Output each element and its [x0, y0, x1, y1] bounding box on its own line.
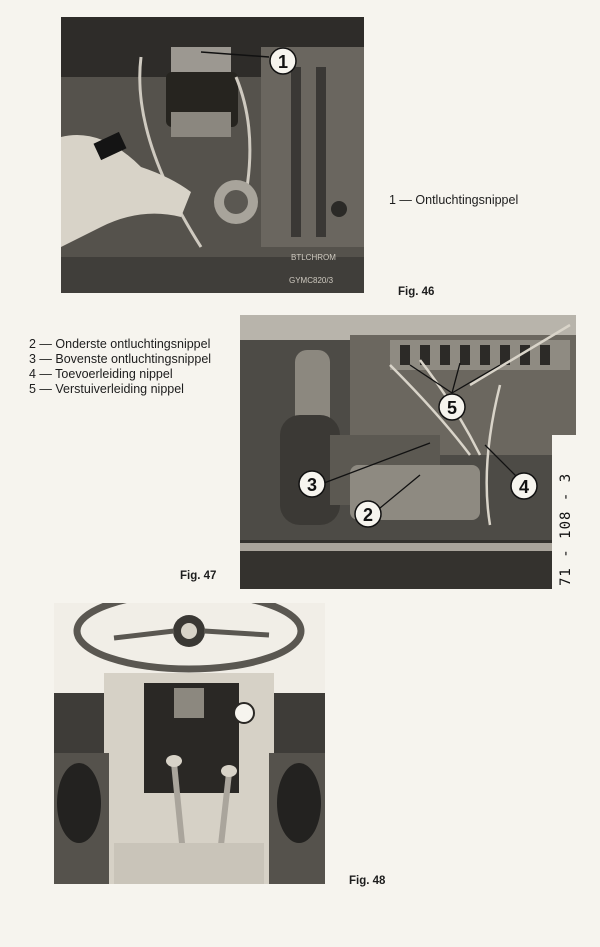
legend-item-5: 5 — Verstuiverleiding nippel — [29, 382, 184, 396]
fig46-label: Fig. 46 — [398, 286, 435, 298]
legend-item-2: 2 — Onderste ontluchtingsnippel — [29, 337, 211, 351]
fig48-photo — [54, 603, 325, 884]
callout-3: 3 — [306, 475, 318, 495]
fig47-legend — [29, 337, 211, 397]
fig47-side-code: 71 - 108 - 3 — [558, 472, 574, 586]
legend-item-4: 4 — Toevoerleiding nippel — [29, 367, 173, 381]
fig48-label: Fig. 48 — [349, 875, 386, 887]
fig47-photo — [240, 315, 576, 589]
callout-4: 4 — [518, 477, 530, 497]
fig46-legend — [389, 193, 518, 208]
engraving-line-1: BTLCHROM — [291, 253, 336, 262]
fig46-photo — [61, 17, 364, 293]
engraving-line-2: GYMC820/3 — [289, 276, 334, 285]
callout-5: 5 — [446, 398, 458, 418]
legend-item-1: 1 — Ontluchtingsnippel — [389, 193, 519, 207]
legend-item-3: 3 — Bovenste ontluchtingsnippel — [29, 352, 212, 366]
callout-2: 2 — [362, 505, 374, 525]
fig47-label: Fig. 47 — [180, 570, 217, 582]
callout-1: 1 — [277, 52, 289, 72]
